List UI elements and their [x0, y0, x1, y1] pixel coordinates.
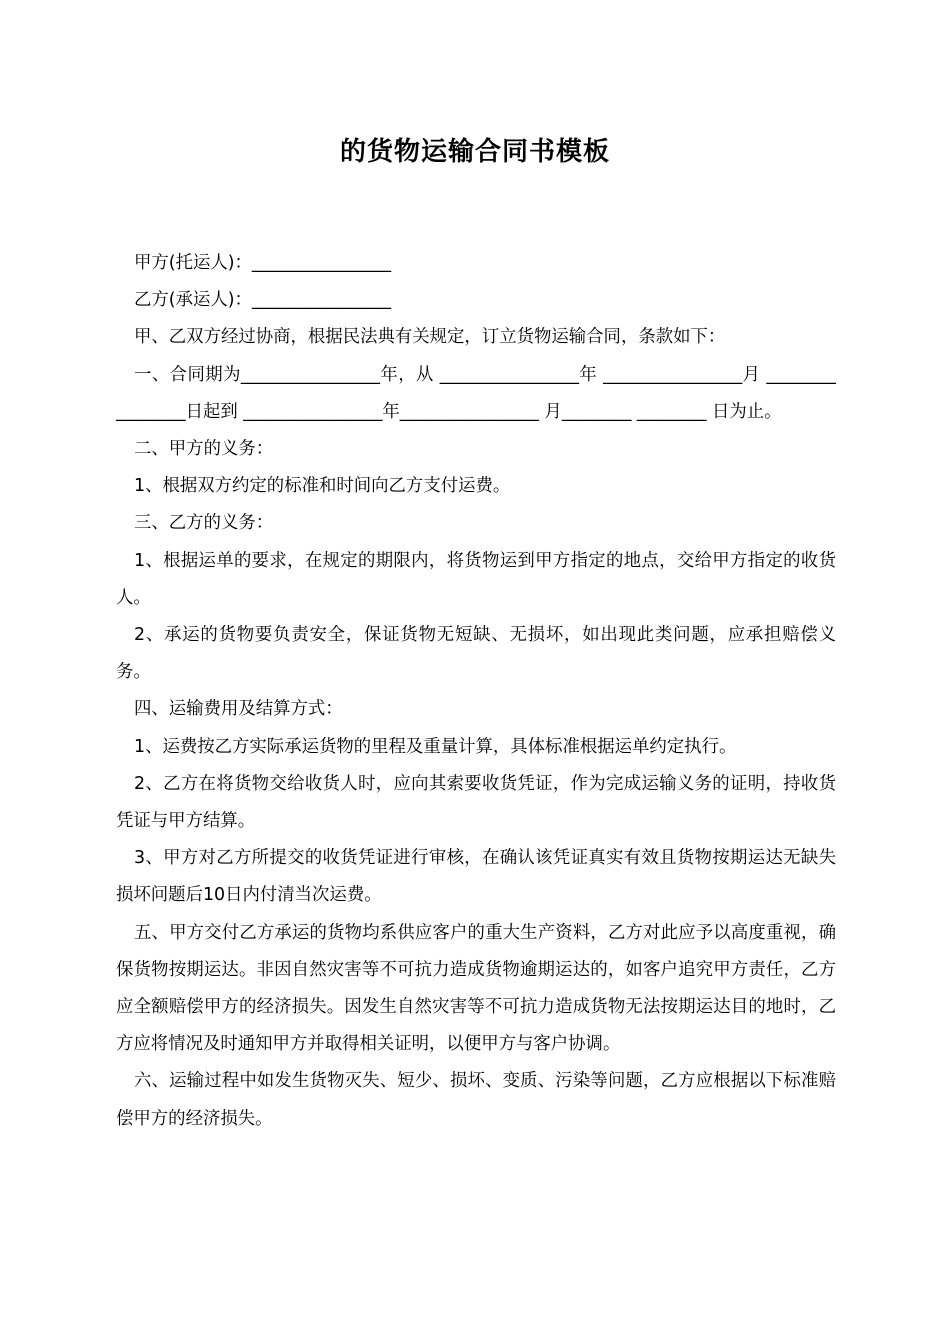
clause-1-contract-term: 一、合同期为________________年，从 ________________年 ________________月 ________________日起到 ________________年________________ 月________ ________ 日为止。: [116, 364, 836, 422]
clause-4-heading: 四、运输费用及结算方式：: [134, 699, 343, 720]
document-body: [116, 245, 836, 1138]
preamble: 甲、乙双方经过协商，根据民法典有关规定，订立货物运输合同，条款如下：: [134, 327, 726, 348]
party-a-line: 甲方(托运人)：________________: [134, 253, 392, 273]
clause-4-item-1: 1、运费按乙方实际承运货物的里程及重量计算，具体标准根据运单约定执行。: [134, 736, 737, 757]
clause-3-item-2: 2、承运的货物要负责安全，保证货物无短缺、无损坏，如出现此类问题，应承担赔偿义务。: [116, 625, 836, 683]
clause-6: 六、运输过程中如发生货物灭失、短少、损坏、变质、污染等问题，乙方应根据以下标准赔偿甲方的经济损失。: [116, 1071, 836, 1129]
clause-3-item-1: 1、根据运单的要求，在规定的期限内，将货物运到甲方指定的地点，交给甲方指定的收货人。: [116, 550, 836, 608]
clause-2-heading: 二、甲方的义务：: [134, 439, 274, 460]
clause-3-heading: 三、乙方的义务：: [134, 513, 274, 534]
party-b-line: 乙方(承运人)：________________: [134, 290, 392, 311]
clause-4-item-2: 2、乙方在将货物交给收货人时，应向其索要收货凭证，作为完成运输义务的证明，持收货凭证与甲方结算。: [116, 773, 836, 832]
clause-2-item-1: 1、根据双方约定的标准和时间向乙方支付运费。: [134, 476, 511, 497]
document-title: 的货物运输合同书模板: [339, 137, 610, 167]
clause-4-item-3: 3、甲方对乙方所提交的收货凭证进行审核，在确认该凭证真实有效且货物按期运达无缺失损坏问题后10日内付清当次运费。: [116, 848, 836, 906]
clause-5: 五、甲方交付乙方承运的货物均系供应客户的重大生产资料，乙方对此应予以高度重视，确保货物按期运达。非因自然灾害等不可抗力造成货物逾期运达的，如客户追究甲方责任，乙方应全额赔偿甲方的经济损失。因发生自然灾害等不可抗力造成货物无法按期运达目的地时，乙方应将情况及时通知甲方并取得相关证明，以便甲方与客户协调。: [116, 922, 836, 1055]
